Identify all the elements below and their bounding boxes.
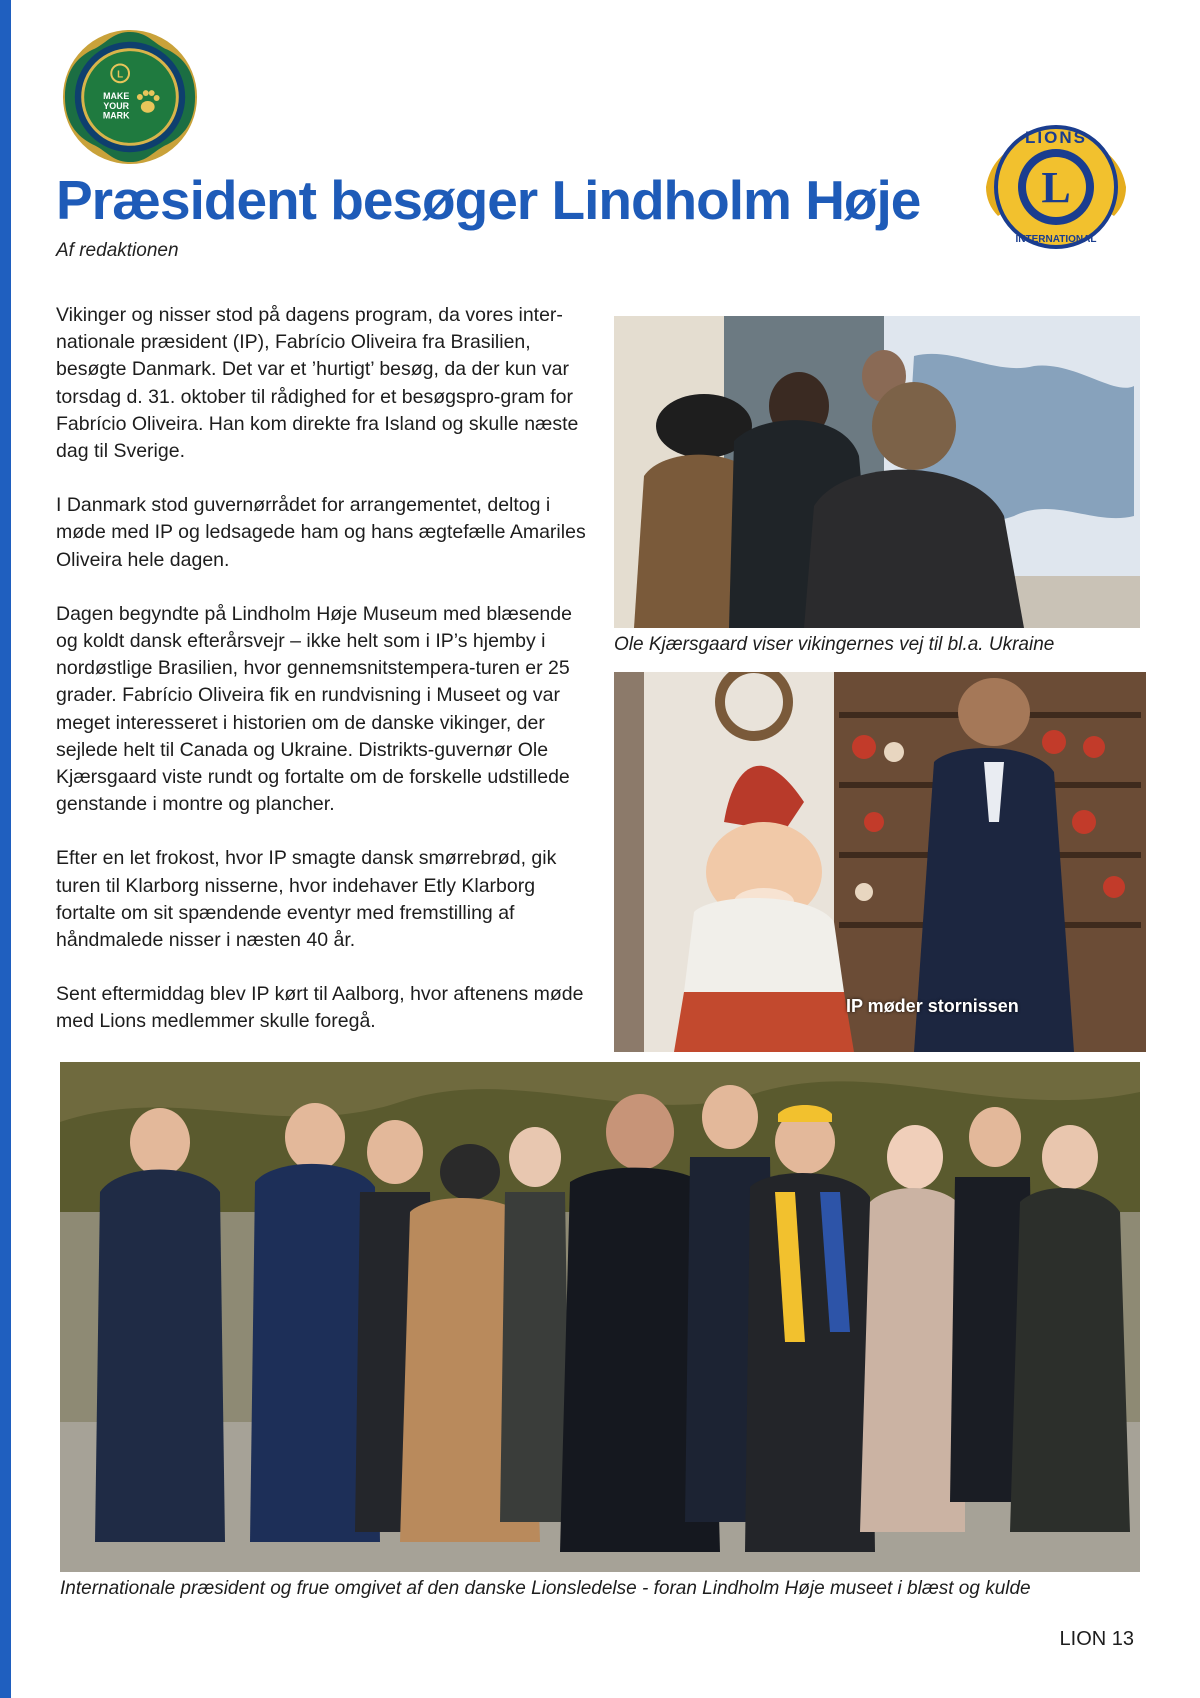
page-number: LION 13 [1059,1628,1134,1650]
page-edge-bar [0,0,11,1698]
article-byline: Af redaktionen [56,240,179,261]
group-photo [60,1062,1140,1572]
svg-text:L: L [117,69,124,81]
paragraph-3: Dagen begyndte på Lindholm Høje Museum med blæsende og koldt dansk efterårsvejr – ikke helt som i IP’s hjemby i nordøstlige Brasilien, hvor gennemsnitstempera-turen er 25 grader. Fabrício Oliveira fik en rundvisning i Museet og var meget interesseret i historien om de danske vikinger, der sejlede helt til Canada og Ukraine. Distrikts-guvernør Ole Kjærsgaard viste rundt og fortalte om de forskelle udstillede genstande i montre og plancher. [56,602,572,816]
svg-text:LIONS: LIONS [1025,128,1087,147]
svg-text:MAKE: MAKE [103,90,130,101]
make-your-mark-logo [61,28,199,166]
lions-international-logo [976,112,1136,262]
group-photo-caption: Internationale præsident og frue omgivet af den danske Lionsledelse - foran Lindholm Høje museet i blæst og kulde [60,1578,1031,1599]
svg-text:YOUR: YOUR [103,100,130,111]
paragraph-2: I Danmark stod guvernørrådet for arrangementet, deltog i møde med IP og ledsagede ham og hans ægtefælle Amariles Oliveira hele dagen. [56,494,586,571]
nisse-photo-caption: IP møder stornissen [846,996,1019,1016]
article-body [56,302,596,1063]
museum-map-photo [614,316,1140,628]
svg-text:INTERNATIONAL: INTERNATIONAL [1015,234,1097,245]
map-photo-caption: Ole Kjærsgaard viser vikingernes vej til bl.a. Ukraine [614,634,1055,655]
article-title: Præsident besøger Lindholm Høje [56,169,921,231]
svg-text:L: L [1041,163,1071,212]
svg-text:MARK: MARK [102,110,130,121]
paragraph-1: Vikinger og nisser stod på dagens program, da vores inter-nationale præsident (IP), Fabrício Oliveira fra Brasilien, besøgte Danmark. Det var et ’hurtigt’ besøg, da der kun var torsdag d. 31. oktober til rådighed for et besøgspro-gram for Fabrício Oliveira. Han kom direkte fra Island og skulle næste dag til Sverige. [56,304,579,463]
nisse-shop-photo [614,672,1146,1052]
paragraph-4: Efter en let frokost, hvor IP smagte dansk smørrebrød, gik turen til Klarborg nisserne, hvor indehaver Etly Klarborg fortalte om sit spændende eventyr med fremstilling af håndmalede nisser i næsten 40 år. [56,847,557,952]
paragraph-5: Sent eftermiddag blev IP kørt til Aalborg, hvor aftenens møde med Lions medlemmer skulle foregå. [56,983,584,1033]
